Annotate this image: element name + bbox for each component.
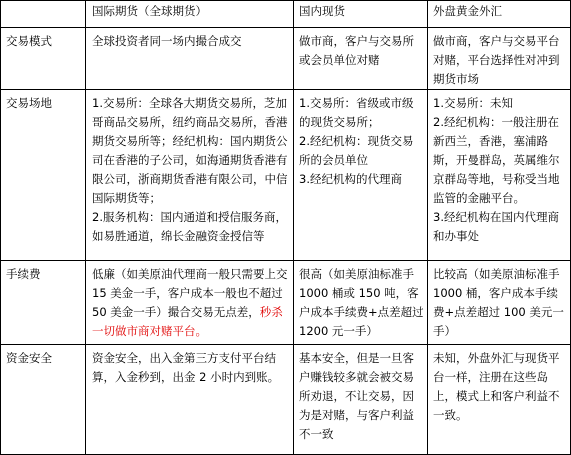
table-border (0, 27, 571, 28)
table-cell: 1.交易所：未知 2.经纪机构：一般注册在新西兰，香港，塞浦路斯，开曼群岛，英属维尔京群岛等地，号称受当地监管的金融平台。 3.经纪机构在国内代理商和办事处 (433, 96, 560, 243)
table-cell: 资金安全，出入金第三方支付平台结算，入金秒到，出金 2 小时内到账。 (92, 351, 280, 384)
table-cell: 做市商，客户与交易平台对赌，平台选择性对冲到期货市场 (433, 34, 560, 86)
table-cell: 很高（如美原油标准手 1000 桶或 150 吨，客户成本手续费+点差超过 1200 元一手） (299, 267, 424, 338)
table-cell (92, 265, 290, 341)
table-border (427, 0, 428, 455)
fee-highlight: 秒杀一切做市商对赌平台。 (92, 305, 283, 338)
table-border (0, 89, 571, 90)
row-label-fund-safety: 资金安全 (6, 351, 52, 365)
table-border (0, 344, 571, 345)
fee-description: 低廉（如美原油代理商一般只需要上交 15 美金一手，客户成本一般也不超过 50 美金一手）撮合交易无点差， (92, 267, 288, 319)
table-cell: 未知，外盘外汇与现货平台一样，注册在这些岛上，模式上和客户利益不一致。 (433, 351, 560, 422)
table-cell: 基本安全，但是一旦客户赚钱较多就会被交易所劝退，不让交易，因为是对赌，与客户利益不一致 (299, 351, 414, 441)
table-border (0, 0, 1, 455)
table-cell: 比较高（如美原油标准手 1000 桶，客户成本手续费+点差超过 100 美元一手） (433, 267, 564, 338)
table-cell: 1.交易所：省级或市级的现货交易所； 2.经纪机构：现货交易所的会员单位 3.经纪机构的代理商 (299, 96, 414, 186)
table-cell: 1.交易所：全球各大期货交易所，芝加哥商品交易所，纽约商品交易所，香港期货交易所等；经纪机构：国内期货公司在香港的子公司，如海通期货香港有限公司，浙商期货香港有限公司，中信国际期货等； 2.服务机构：国内通道和授信服务商，如易胜通道，绵长金融资金授信等 (92, 96, 288, 243)
table-border (293, 0, 294, 455)
row-label-trading-venue: 交易场地 (6, 96, 52, 110)
table-cell: 全球投资者同一场内撮合成交 (92, 34, 242, 48)
table-border (85, 0, 86, 455)
table-border (0, 260, 571, 261)
header-foreign-gold-fx: 外盘黄金外汇 (433, 4, 502, 18)
table-cell: 做市商，客户与交易所或会员单位对赌 (299, 34, 414, 67)
row-label-trading-mode: 交易模式 (6, 34, 52, 48)
header-domestic-spot: 国内现货 (299, 4, 345, 18)
table-border (0, 0, 571, 1)
row-label-fees: 手续费 (6, 267, 41, 281)
header-international-futures: 国际期货（全球期货） (92, 4, 207, 18)
